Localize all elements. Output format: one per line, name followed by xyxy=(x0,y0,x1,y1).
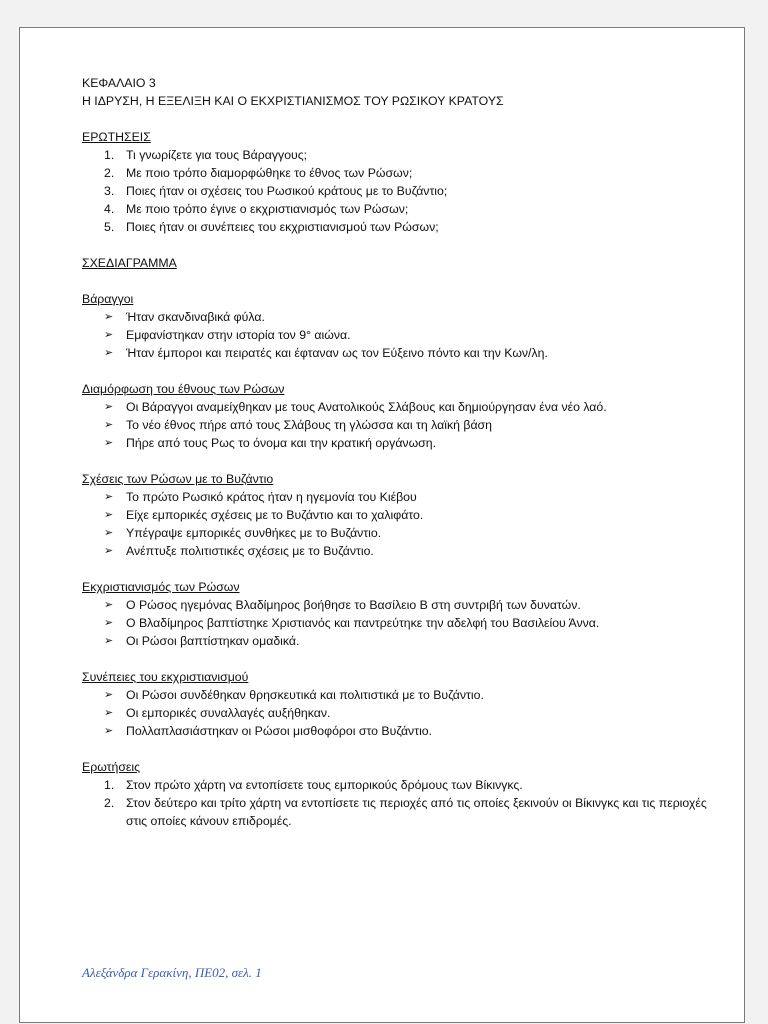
arrow-bullet-icon: ➢ xyxy=(104,725,114,737)
list-item xyxy=(82,524,712,542)
questions-list xyxy=(82,146,712,236)
item-text: Οι Ρώσοι συνδέθηκαν θρησκευτικά και πολιτιστικά με το Βυζάντιο. xyxy=(126,688,484,702)
item-text: Οι εμπορικές συναλλαγές αυξήθηκαν. xyxy=(126,706,331,720)
arrow-bullet-icon: ➢ xyxy=(104,329,114,341)
item-number: 4. xyxy=(104,202,115,216)
list-item xyxy=(82,326,712,344)
list-item xyxy=(82,308,712,326)
exercises-heading: Ερωτήσεις xyxy=(82,760,141,774)
list-item xyxy=(82,200,712,218)
item-text: Πολλαπλασιάστηκαν οι Ρώσοι μισθοφόροι στο Βυζάντιο. xyxy=(126,724,433,738)
item-text: Στον πρώτο χάρτη να εντοπίσετε τους εμπορικούς δρόμους των Βίκινγκς. xyxy=(126,778,523,792)
document-body xyxy=(82,74,712,830)
section-list xyxy=(82,596,712,650)
arrow-bullet-icon: ➢ xyxy=(104,347,114,359)
arrow-bullet-icon: ➢ xyxy=(104,635,114,647)
list-item xyxy=(82,434,712,452)
item-number: 2. xyxy=(104,796,115,810)
arrow-bullet-icon: ➢ xyxy=(104,707,114,719)
list-item xyxy=(82,488,712,506)
list-item xyxy=(82,416,712,434)
arrow-bullet-icon: ➢ xyxy=(104,401,114,413)
item-text: Στον δεύτερο και τρίτο χάρτη να εντοπίσετε τις περιοχές από τις οποίες ξεκινούν οι Βίκινγκς και τις περιοχές στις οποίες κάνουν επιδρομές. xyxy=(126,796,707,828)
section-list xyxy=(82,398,712,452)
list-item xyxy=(82,614,712,632)
arrow-bullet-icon: ➢ xyxy=(104,617,114,629)
item-text: Υπέγραψε εμπορικές συνθήκες με το Βυζάντιο. xyxy=(126,526,382,540)
list-item xyxy=(82,704,712,722)
list-item xyxy=(82,776,712,794)
arrow-bullet-icon: ➢ xyxy=(104,545,114,557)
item-text: Ποιες ήταν οι συνέπειες του εκχριστιανισμού των Ρώσων; xyxy=(126,220,439,234)
list-item xyxy=(82,146,712,164)
item-number: 1. xyxy=(104,778,115,792)
item-text: Πήρε από τους Ρως το όνομα και την κρατική οργάνωση. xyxy=(126,436,437,450)
section-heading: Διαμόρφωση του έθνους των Ρώσων xyxy=(82,382,285,396)
item-text: Ο Βλαδίμηρος βαπτίστηκε Χριστιανός και παντρεύτηκε την αδελφή του Βασιλείου Άννα. xyxy=(126,616,600,630)
section-list xyxy=(82,308,712,362)
item-text: Είχε εμπορικές σχέσεις με το Βυζάντιο και το χαλιφάτο. xyxy=(126,508,424,522)
list-item xyxy=(82,722,712,740)
item-number: 1. xyxy=(104,148,115,162)
section-list xyxy=(82,488,712,560)
list-item xyxy=(82,794,712,830)
item-text: Οι Ρώσοι βαπτίστηκαν ομαδικά. xyxy=(126,634,300,648)
arrow-bullet-icon: ➢ xyxy=(104,419,114,431)
arrow-bullet-icon: ➢ xyxy=(104,689,114,701)
section-heading: Βάραγγοι xyxy=(82,292,134,306)
arrow-bullet-icon: ➢ xyxy=(104,437,114,449)
list-item xyxy=(82,686,712,704)
arrow-bullet-icon: ➢ xyxy=(104,311,114,323)
outline-heading: ΣΧΕΔΙΑΓΡΑΜΜΑ xyxy=(82,256,177,270)
item-text: Το νέο έθνος πήρε από τους Σλάβους τη γλώσσα και τη λαϊκή βάση xyxy=(126,418,492,432)
document-title: Η ΙΔΡΥΣΗ, Η ΕΞΕΛΙΞΗ ΚΑΙ Ο ΕΚΧΡΙΣΤΙΑΝΙΣΜΟΣ ΤΟΥ ΡΩΣΙΚΟΥ ΚΡΑΤΟΥΣ xyxy=(82,94,504,108)
item-number: 5. xyxy=(104,220,115,234)
item-text: Ο Ρώσος ηγεμόνας Βλαδίμηρος βοήθησε το Βασίλειο Β στη συντριβή των δυνατών. xyxy=(126,598,581,612)
arrow-bullet-icon: ➢ xyxy=(104,527,114,539)
chapter-label: ΚΕΦΑΛΑΙΟ 3 xyxy=(82,76,156,90)
exercises-list xyxy=(82,776,712,830)
item-text: Ανέπτυξε πολιτιστικές σχέσεις με το Βυζάντιο. xyxy=(126,544,374,558)
item-text: Οι Βάραγγοι αναμείχθηκαν με τους Ανατολικούς Σλάβους και δημιούργησαν ένα νέο λαό. xyxy=(126,400,607,414)
list-item xyxy=(82,182,712,200)
list-item xyxy=(82,218,712,236)
list-item xyxy=(82,596,712,614)
item-number: 2. xyxy=(104,166,115,180)
arrow-bullet-icon: ➢ xyxy=(104,599,114,611)
list-item xyxy=(82,506,712,524)
section-list xyxy=(82,686,712,740)
list-item xyxy=(82,398,712,416)
arrow-bullet-icon: ➢ xyxy=(104,491,114,503)
item-text: Με ποιο τρόπο έγινε ο εκχριστιανισμός των Ρώσων; xyxy=(126,202,409,216)
item-text: Τι γνωρίζετε για τους Βάραγγους; xyxy=(126,148,308,162)
page-footer: Αλεξάνδρα Γερακίνη, ΠΕ02, σελ. 1 xyxy=(82,965,262,980)
list-item xyxy=(82,344,712,362)
arrow-bullet-icon: ➢ xyxy=(104,509,114,521)
item-text: Εμφανίστηκαν στην ιστορία τον 9° αιώνα. xyxy=(126,328,351,342)
section-heading: Συνέπειες του εκχριστιανισμού xyxy=(82,670,249,684)
item-text: Ήταν σκανδιναβικά φύλα. xyxy=(126,310,265,324)
section-heading: Εκχριστιανισμός των Ρώσων xyxy=(82,580,240,594)
item-text: Ποιες ήταν οι σχέσεις του Ρωσικού κράτους με το Βυζάντιο; xyxy=(126,184,448,198)
document-page xyxy=(19,27,745,1023)
list-item xyxy=(82,632,712,650)
list-item xyxy=(82,542,712,560)
section-heading: Σχέσεις των Ρώσων με το Βυζάντιο xyxy=(82,472,274,486)
item-text: Με ποιο τρόπο διαμορφώθηκε το έθνος των Ρώσων; xyxy=(126,166,413,180)
item-number: 3. xyxy=(104,184,115,198)
list-item xyxy=(82,164,712,182)
item-text: Ήταν έμποροι και πειρατές και έφταναν ως τον Εύξεινο πόντο και την Κων/λη. xyxy=(126,346,548,360)
item-text: Το πρώτο Ρωσικό κράτος ήταν η ηγεμονία του Κιέβου xyxy=(126,490,417,504)
questions-heading: ΕΡΩΤΗΣΕΙΣ xyxy=(82,130,151,144)
